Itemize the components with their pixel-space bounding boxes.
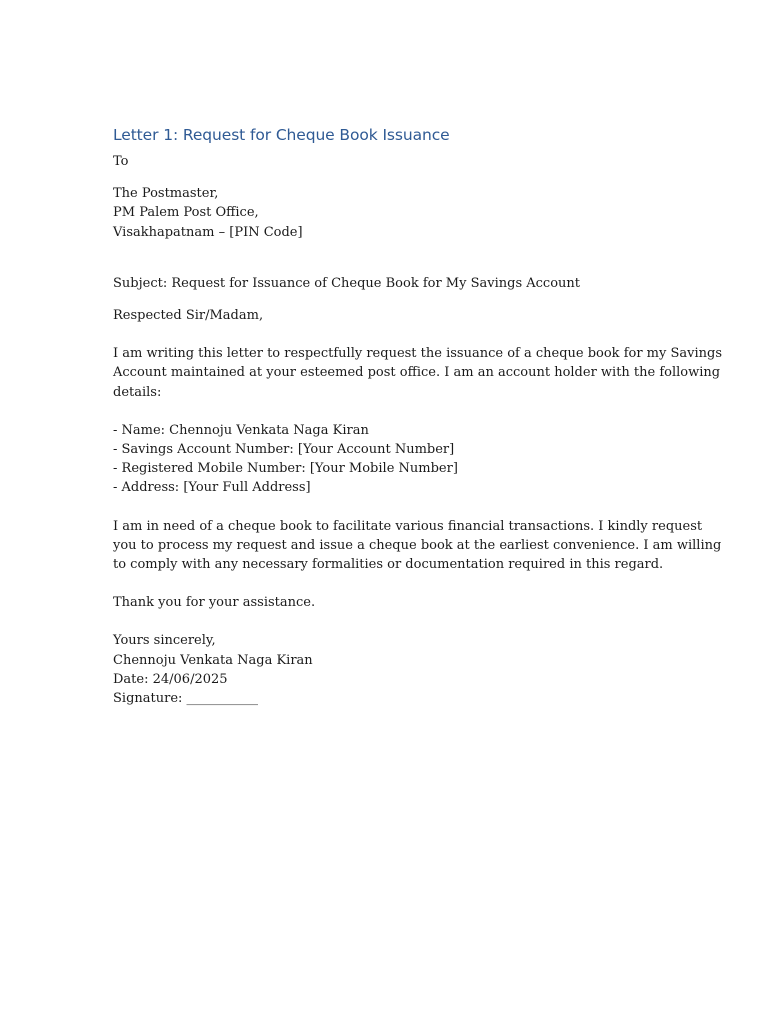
salutation: Respected Sir/Madam, [113,308,264,324]
closing-block [113,631,673,708]
recipient-address [113,184,673,242]
account-details-list [113,421,673,498]
recipient-line: Visakhapatnam – [PIN Code] [113,224,303,240]
detail-name: - Name: Chennoju Venkata Naga Kiran [113,422,369,438]
recipient-line: PM Palem Post Office, [113,205,259,221]
spacer [113,293,673,306]
letter-title: Letter 1: Request for Cheque Book Issuance [113,126,450,144]
thanks-line: Thank you for your assistance. [113,595,316,611]
spacer [113,171,673,184]
detail-address: - Address: [Your Full Address] [113,480,311,496]
subject-line: Subject: Request for Issuance of Cheque Book for My Savings Account [113,275,580,291]
paragraph-line: Account maintained at your esteemed post office. I am an account holder with the following [113,365,721,381]
spacer [113,325,673,344]
paragraph-line: you to process my request and issue a cheque book at the earliest convenience. I am willing [113,537,722,553]
paragraph-line: I am writing this letter to respectfully request the issuance of a cheque book for my Savings [113,346,723,362]
spacer [113,574,673,593]
detail-account-number: - Savings Account Number: [Your Account Number] [113,442,455,458]
detail-mobile-number: - Registered Mobile Number: [Your Mobile Number] [113,461,458,477]
signature-line: Signature: ___________ [113,691,259,707]
paragraph-line: details: [113,384,162,400]
letter-date: Date: 24/06/2025 [113,671,228,687]
request-paragraph [113,517,722,575]
spacer [113,612,673,631]
spacer [113,242,673,274]
paragraph-line: I am in need of a cheque book to facilitate various financial transactions. I kindly request [113,518,703,534]
to-label: To [113,154,129,169]
recipient-line: The Postmaster, [113,186,219,202]
spacer [113,498,673,517]
intro-paragraph [113,344,723,402]
sender-name: Chennoju Venkata Naga Kiran [113,652,313,668]
paragraph-line: to comply with any necessary formalities or documentation required in this regard. [113,557,664,573]
spacer [113,402,673,421]
letter-body [113,124,723,708]
valediction: Yours sincerely, [113,633,216,649]
